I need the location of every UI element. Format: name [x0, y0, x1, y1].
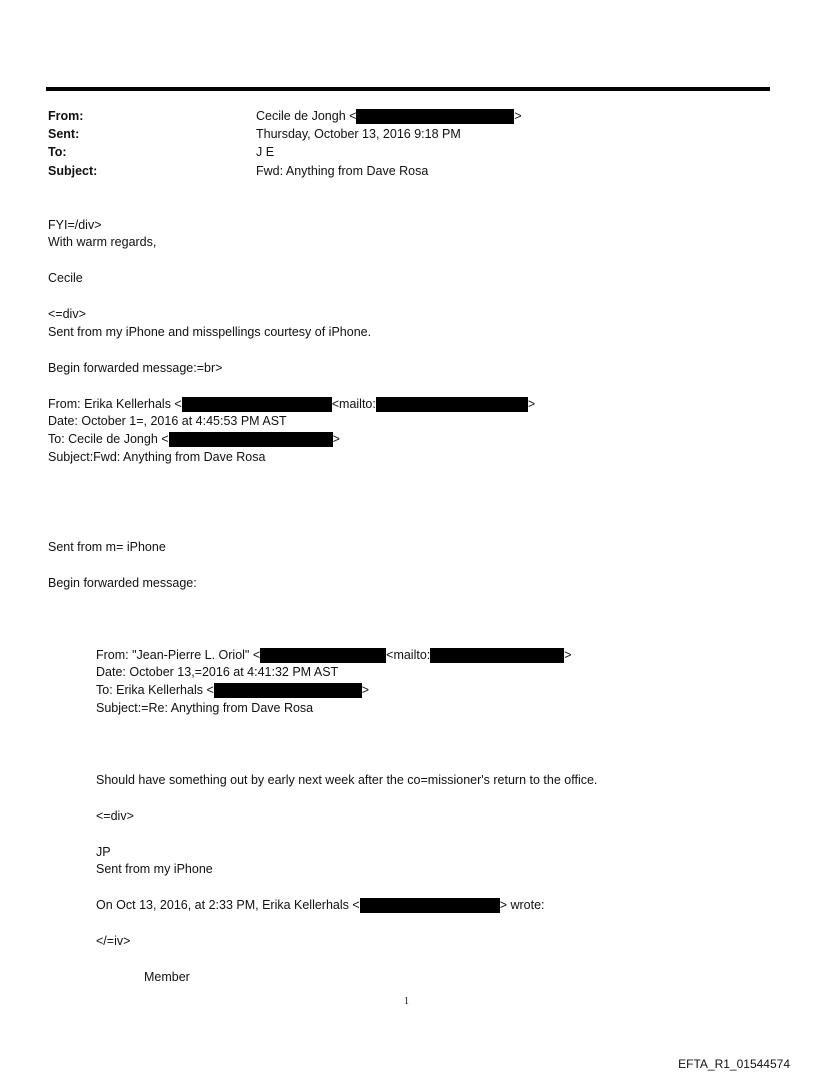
body-regards: With warm regards,	[48, 235, 157, 249]
to-value: J E	[256, 145, 275, 159]
body-begin-forwarded: Begin forwarded message:=br>	[48, 361, 223, 375]
from-name: Cecile de Jongh <	[256, 109, 357, 123]
fwd1-close: >	[527, 397, 536, 411]
fwd2-on-date	[96, 898, 545, 913]
from-close: >	[514, 109, 522, 123]
sent-label: Sent:	[48, 127, 80, 141]
to-label: To:	[48, 145, 67, 159]
fwd1-from-text: From: Erika Kellerhals <	[48, 397, 182, 411]
redaction-box	[214, 683, 362, 698]
redaction-box	[376, 397, 528, 412]
fwd1-sent-from: Sent from m= iPhone	[48, 540, 166, 554]
fwd2-sent-from: Sent from my iPhone	[96, 862, 213, 876]
fwd2-on-date-text: On Oct 13, 2016, at 2:33 PM, Erika Kellerhals <	[96, 898, 360, 912]
fwd2-subject: Subject:=Re: Anything from Dave Rosa	[96, 701, 314, 715]
body-sent-from: Sent from my iPhone and misspellings courtesy of iPhone.	[48, 325, 372, 339]
page-number: 1	[404, 996, 409, 1007]
redaction-box	[356, 109, 514, 124]
fwd1-begin-forwarded: Begin forwarded message:	[48, 576, 197, 590]
fwd1-date: Date: October 1=, 2016 at 4:45:53 PM AST	[48, 414, 287, 428]
fwd2-div-tag: <=div>	[96, 809, 134, 823]
fwd1-to-text: To: Cecile de Jongh <	[48, 432, 169, 446]
from-value	[256, 109, 522, 124]
fwd2-to-text: To: Erika Kellerhals <	[96, 683, 214, 697]
document-id: EFTA_R1_01544574	[678, 1057, 790, 1071]
fwd2-close-div: </=iv>	[96, 934, 131, 948]
fwd2-date: Date: October 13,=2016 at 4:41:32 PM AST	[96, 665, 339, 679]
fwd2-mailto: <mailto:	[386, 648, 431, 662]
fwd2-from	[96, 648, 572, 663]
fwd2-from-text: From: "Jean-Pierre L. Oriol" <	[96, 648, 261, 662]
sent-value: Thursday, October 13, 2016 9:18 PM	[256, 127, 461, 141]
fwd2-to	[96, 683, 369, 698]
redaction-box	[169, 432, 333, 447]
fwd2-member: Member	[144, 970, 190, 984]
subject-value: Fwd: Anything from Dave Rosa	[256, 164, 429, 178]
fwd2-wrote: > wrote:	[499, 898, 545, 912]
redaction-box	[182, 397, 332, 412]
fwd1-to	[48, 432, 340, 447]
fwd1-to-close: >	[332, 432, 340, 446]
fwd2-to-close: >	[361, 683, 370, 697]
redaction-box	[430, 648, 564, 663]
subject-label: Subject:	[48, 164, 98, 178]
fwd1-subject: Subject:Fwd: Anything from Dave Rosa	[48, 450, 266, 464]
header-rule	[46, 87, 770, 91]
fwd1-from	[48, 397, 535, 412]
redaction-box	[260, 648, 386, 663]
from-label: From:	[48, 109, 84, 123]
fwd2-message: Should have something out by early next week after the co=missioner's return to the office.	[96, 773, 598, 787]
body-fyi: FYI=/div>	[48, 218, 102, 232]
redaction-box	[360, 898, 500, 913]
fwd1-mailto: <mailto:	[331, 397, 376, 411]
body-div-tag: <=div>	[48, 307, 86, 321]
body-signature: Cecile	[48, 271, 83, 285]
fwd2-close: >	[564, 648, 572, 662]
fwd2-initials: JP	[96, 845, 111, 859]
